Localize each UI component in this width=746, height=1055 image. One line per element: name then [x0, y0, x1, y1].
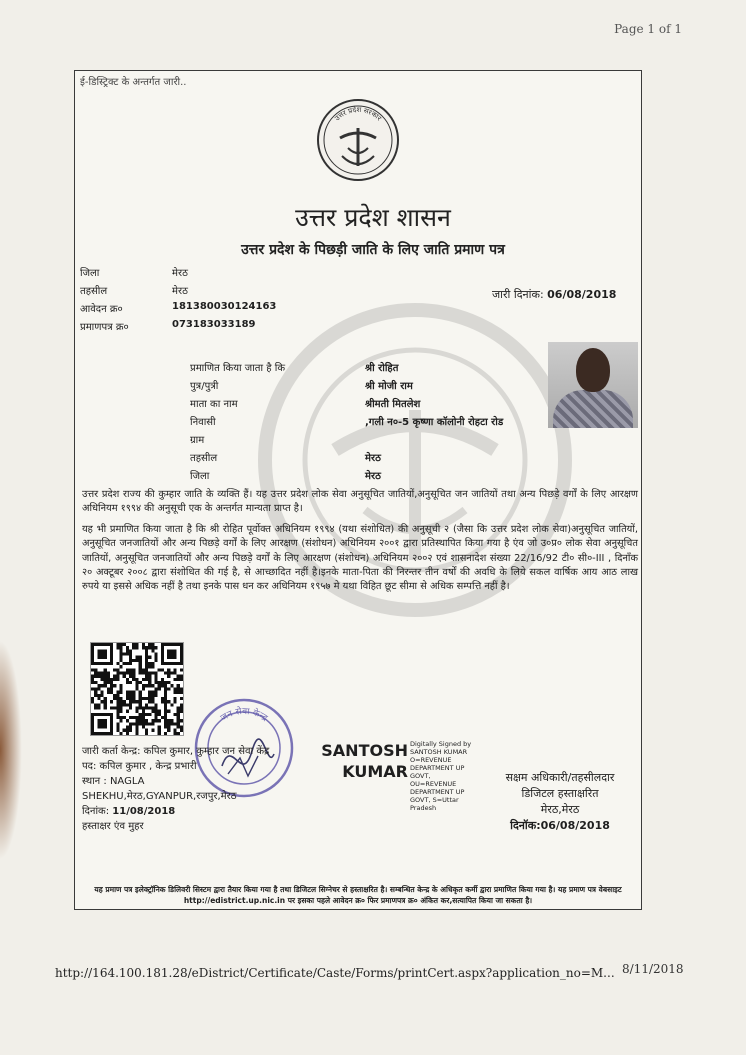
issuer-block: [82, 744, 332, 834]
meta-certificate-value: 073183033189: [172, 319, 256, 330]
authority-title: सक्षम अधिकारी/तहसीलदार: [505, 771, 615, 784]
issue-date-value: 06/08/2018: [547, 288, 617, 301]
meta-district-value: मेरठ: [172, 268, 188, 279]
issuer-date-value: 11/08/2018: [112, 806, 176, 817]
up-govt-emblem-icon: [316, 98, 400, 182]
authority-sign: डिजिटल हस्ताक्षरित: [521, 787, 599, 800]
detail-tehsil-label: तहसील: [190, 453, 218, 464]
detail-resident-value: ,गली न०-5 कृष्णा कॉलोनी रोहटा रोड: [365, 417, 504, 428]
qr-code: [90, 642, 184, 736]
digsig-line: DEPARTMENT UP: [410, 764, 465, 772]
issuer-place-line1: स्थान : NAGLA: [82, 776, 145, 787]
meta-tehsil-value: मेरठ: [172, 286, 188, 297]
issue-date-label: जारी दिनांक:: [492, 288, 544, 301]
detail-district-value: मेरठ: [365, 471, 381, 482]
digsig-line: GOVT, S=Uttar: [410, 796, 459, 804]
certification-paragraph: यह भी प्रमाणित किया जाता है कि श्री रोहित पूर्वोक्त अधिनियम १९९४ (यथा संशोधित) की अनुसूची २ (जैसा कि उत्तर प्रदेश लोक सेवा)अनुसूचित जातियों, अनुसूचित जनजातियों और अन्य पिछड़े वर्गों के लिए आरक्षण (संशोधन) अधिनियम २००१ द्वारा प्रतिस्थापित किया गया है एंव जो उ०प्र० लोक सेवा अनुसूचित जातियों, अनुसूचित जनजातियों और अन्य पिछड़े वर्गों के लिए आरक्षण (संशोधन) अधिनियम २००२ एवं शासनादेश संख्या 22/16/92 टी० सी०-III , दिनाँक २० अक्टूबर २००८ द्वारा संशोधित की गई है, से आच्छादित नहीं है।इनके माता-पिता की निरन्तर तीन वर्षों की अवधि के लिये सकल वार्षिक आय आठ लाख रुपये या इससे अधिक नहीं है तथा इनके पास धन कर अधिनियम १९५७ मे यथा विहित छूट सीमा से अधिक सम्पत्ति नहीं है।: [82, 524, 638, 593]
authority-block: [480, 770, 640, 834]
caste-paragraph: उत्तर प्रदेश राज्य की कुम्हार जाति के व्यक्ति हैं। यह उत्तर प्रदेश लोक सेवा अनुसूचित जातियों,अनुसूचित जन जातियों तथा अन्य पिछड़े वर्गों के लिए आरक्षण अधिनियम १९९४ की अनुसूची एक के अन्तर्गत मान्यता प्राप्त है।: [82, 489, 638, 515]
applicant-photo: [548, 342, 638, 428]
authority-place: मेरठ,मेरठ: [540, 803, 580, 816]
detail-parent-label: पुत्र/पुत्री: [190, 381, 219, 392]
print-date: 8/11/2018: [622, 962, 684, 976]
print-url: http://164.100.181.28/eDistrict/Certificate/Caste/Forms/printCert.aspx?application_no=M...: [55, 966, 615, 980]
detail-mother-value: श्रीमती मितलेश: [365, 399, 421, 410]
detail-tehsil-value: मेरठ: [365, 453, 381, 464]
seal-text: जन सेवा केन्द्र: [219, 706, 270, 724]
emblem-text: उत्तर प्रदेश सरकार: [333, 105, 383, 123]
detail-village-label: ग्राम: [190, 435, 205, 446]
digsig-line: O=REVENUE: [410, 756, 452, 764]
detail-resident-label: निवासी: [190, 417, 216, 428]
signer-name-line1: SANTOSH: [321, 741, 408, 760]
issuer-place-line2: SHEKHU,मेरठ,GYANPUR,रजपुर,मेरठ: [82, 791, 237, 802]
signer-name-line2: KUMAR: [342, 762, 408, 781]
digsig-line: Pradesh: [410, 804, 437, 812]
meta-tehsil-label: तहसील: [80, 286, 108, 297]
authority-date-value: 06/08/2018: [540, 819, 610, 832]
digsig-line: GOVT,: [410, 772, 431, 780]
digsig-line: Digitally Signed by: [410, 740, 472, 748]
detail-district-label: जिला: [190, 471, 210, 482]
certificate-subtitle: उत्तर प्रदेश के पिछड़ी जाति के लिए जाति प्रमाण पत्र: [241, 242, 505, 258]
page-edge-shadow: [0, 640, 22, 860]
meta-district-label: जिला: [80, 268, 100, 279]
issuer-center: जारी कर्ता केन्द्र: कपिल कुमार, कुम्हार जन सेवा केंद्र: [82, 746, 270, 757]
svg-text:जन सेवा केन्द्र: [219, 705, 269, 724]
certificate-main-title: उत्तर प्रदेश शासन: [295, 203, 451, 232]
detail-name-value: श्री रोहित: [365, 363, 399, 374]
page-number: Page 1 of 1: [614, 22, 682, 36]
issuer-date-label: दिनांक:: [82, 806, 110, 817]
verification-footnote: यह प्रमाण पत्र इलेक्ट्रॉनिक डिलिवरी सिस्टम द्वारा तैयार किया गया है तथा डिजिटल सिग्नेचर से हस्ताक्षरित है। सम्बन्धित केन्द्र के अधिकृत कर्मी द्वारा प्रमाणित किया गया है। यह प्रमाण पत्र वेबसाइट http://edistrict.up.nic.in पर इसका पहले आवेदन क्र० फिर प्रमाणपत्र क्र० अंकित कर,सत्यापित किया जा सकता है।: [94, 885, 622, 905]
digsig-line: DEPARTMENT UP: [410, 788, 465, 796]
issue-date-line: [492, 287, 616, 302]
detail-mother-label: माता का नाम: [190, 399, 238, 410]
meta-certificate-label: प्रमाणपत्र क्र०: [80, 322, 129, 333]
digsig-line: OU=REVENUE: [410, 780, 457, 788]
issuer-position: पद: कपिल कुमार , केन्द्र प्रभारी: [82, 761, 197, 772]
signer-name: [318, 740, 408, 782]
digsig-line: SANTOSH KUMAR: [410, 748, 468, 756]
issuer-sign-label: हस्ताक्षर एंव मुहर: [82, 821, 144, 832]
issuer-date-line: [82, 804, 332, 819]
meta-application-value: 181380030124163: [172, 301, 277, 312]
meta-application-label: आवेदन क्र०: [80, 304, 123, 315]
issued-under-note: ई-डिस्ट्रिक्ट के अन्तर्गत जारी..: [80, 77, 187, 88]
authority-date-line: [480, 818, 640, 834]
detail-parent-value: श्री मोजी राम: [365, 381, 413, 392]
detail-certify-label: प्रमाणित किया जाता है कि: [190, 363, 286, 374]
authority-date-label: दिनॉक:: [510, 819, 541, 832]
